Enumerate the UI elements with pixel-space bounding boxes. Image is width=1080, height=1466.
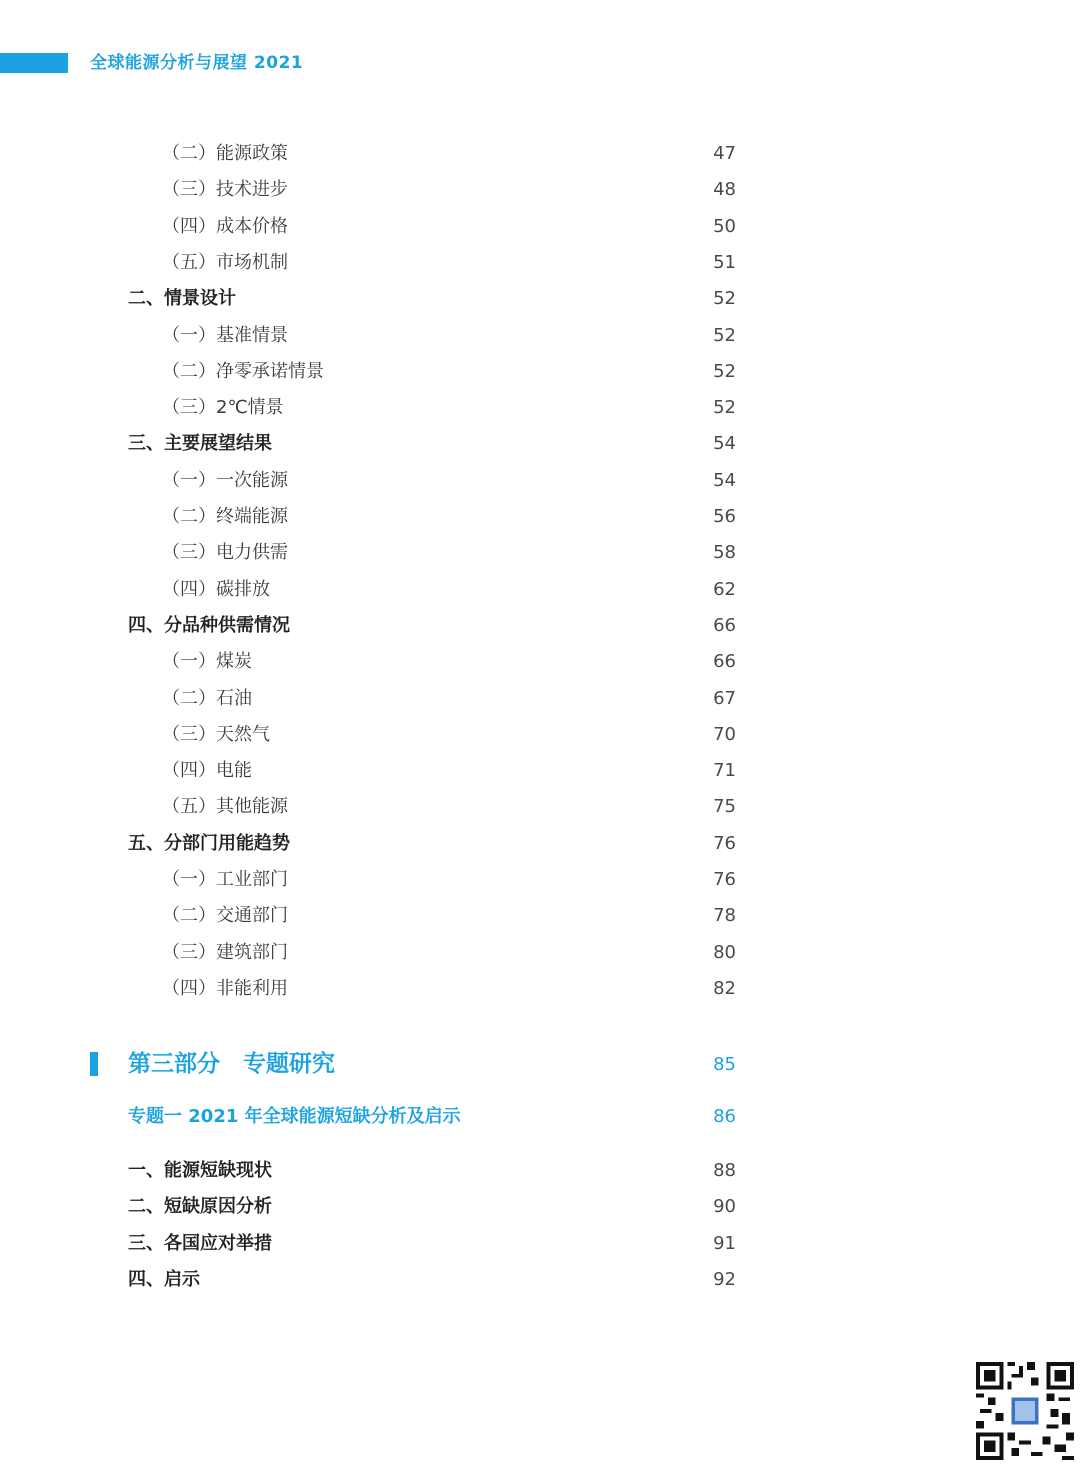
toc-entry-label: （三）技术进步 (162, 179, 288, 201)
toc-entry-page-number: 88 (713, 1160, 736, 1181)
toc-entry[interactable] (0, 865, 1080, 895)
toc-entry-page-number: 52 (713, 324, 736, 346)
toc-entry-label: （二）石油 (162, 687, 252, 709)
toc-entry-page-number: 52 (713, 288, 736, 310)
toc-entry-label: （一）工业部门 (162, 869, 288, 890)
toc-entry-page-number: 91 (713, 1232, 736, 1254)
toc-entry-label: （四）碳排放 (162, 578, 270, 600)
toc-entry-label: （五）市场机制 (162, 251, 288, 273)
qr-code-icon (976, 1362, 1074, 1460)
toc-entry[interactable] (0, 901, 1080, 931)
toc-entry-label: （三）2℃情景 (162, 397, 284, 419)
toc-entry-page-number: 76 (713, 869, 736, 890)
toc-entry-page-number: 71 (713, 760, 736, 782)
toc-entry[interactable] (0, 938, 1080, 968)
toc-entry-label: （三）天然气 (162, 723, 270, 745)
toc-entry[interactable] (0, 466, 1080, 496)
toc-entry[interactable] (0, 974, 1080, 1004)
toc-entry-page-number: 52 (713, 360, 736, 382)
toc-entry[interactable] (0, 684, 1080, 714)
header-accent-bar (0, 53, 68, 73)
toc-entry[interactable] (0, 357, 1080, 387)
toc-entry[interactable] (0, 792, 1080, 822)
toc-entry-label: （五）其他能源 (162, 796, 288, 818)
toc-entry[interactable] (0, 829, 1080, 859)
topic-one-title[interactable]: 专题一 2021 年全球能源短缺分析及启示 (128, 1106, 461, 1127)
toc-entry-label: （二）交通部门 (162, 905, 288, 927)
toc-entry-label: （三）建筑部门 (162, 941, 288, 963)
toc-entry-label: 一、能源短缺现状 (128, 1160, 272, 1181)
toc-entry-label: （二）净零承诺情景 (162, 360, 324, 382)
part-three-title[interactable]: 第三部分 专题研究 (128, 1051, 335, 1077)
toc-entry-page-number: 56 (713, 506, 736, 527)
toc-entry[interactable] (0, 1192, 1080, 1222)
toc-entry-page-number: 66 (713, 614, 736, 636)
toc-entry[interactable] (0, 538, 1080, 568)
toc-entry-page-number: 82 (713, 977, 736, 999)
toc-entry-label: 三、主要展望结果 (128, 433, 272, 455)
toc-entry-page-number: 58 (713, 542, 736, 564)
toc-entry[interactable] (0, 611, 1080, 641)
toc-entry-page-number: 52 (713, 397, 736, 419)
toc-entry[interactable] (0, 393, 1080, 423)
toc-entry-page-number: 76 (713, 832, 736, 854)
toc-entry-page-number: 50 (713, 215, 736, 237)
toc-entry-page-number: 78 (713, 905, 736, 927)
toc-entry[interactable] (0, 139, 1080, 169)
toc-entry[interactable] (0, 502, 1080, 532)
toc-entry-label: 四、分品种供需情况 (128, 614, 290, 636)
toc-entry-page-number: 47 (713, 143, 736, 164)
toc-entry[interactable] (0, 321, 1080, 351)
toc-entry-label: 三、各国应对举措 (128, 1232, 272, 1254)
toc-entry-label: （二）能源政策 (162, 143, 288, 164)
toc-entry-label: 二、短缺原因分析 (128, 1196, 272, 1218)
toc-entry-label: （二）终端能源 (162, 506, 288, 527)
toc-entry[interactable] (0, 429, 1080, 459)
toc-entry-page-number: 62 (713, 578, 736, 600)
toc-entry-page-number: 54 (713, 469, 736, 491)
toc-entry-page-number: 54 (713, 433, 736, 455)
toc-entry-label: （四）非能利用 (162, 977, 288, 999)
toc-entry-label: （一）基准情景 (162, 324, 288, 346)
toc-entry-page-number: 48 (713, 179, 736, 201)
toc-entry-label: （三）电力供需 (162, 542, 288, 564)
part-marker-bar (90, 1052, 98, 1076)
toc-entry[interactable] (0, 212, 1080, 242)
toc-entry[interactable] (0, 1229, 1080, 1259)
toc-entry-page-number: 70 (713, 723, 736, 745)
toc-entry-label: （四）电能 (162, 760, 252, 782)
topic-one-page-number: 86 (713, 1106, 736, 1127)
toc-entry[interactable] (0, 1265, 1080, 1295)
toc-entry-label: 四、启示 (128, 1268, 200, 1290)
toc-entry-page-number: 51 (713, 251, 736, 273)
toc-entry-label: （四）成本价格 (162, 215, 288, 237)
toc-entry-label: 五、分部门用能趋势 (128, 832, 290, 854)
toc-entry[interactable] (0, 720, 1080, 750)
toc-entry-label: 二、情景设计 (128, 288, 236, 310)
toc-entry[interactable] (0, 284, 1080, 314)
toc-entry-page-number: 92 (713, 1268, 736, 1290)
toc-entry[interactable] (0, 756, 1080, 786)
toc-entry-page-number: 75 (713, 796, 736, 818)
toc-entry-page-number: 80 (713, 941, 736, 963)
toc-entry-page-number: 90 (713, 1196, 736, 1218)
toc-entry-label: （一）煤炭 (162, 651, 252, 673)
toc-entry-page-number: 66 (713, 651, 736, 673)
toc-entry[interactable] (0, 1156, 1080, 1186)
toc-entry[interactable] (0, 647, 1080, 677)
part-three-page-number: 85 (713, 1054, 736, 1075)
toc-entry-page-number: 67 (713, 687, 736, 709)
toc-entry[interactable] (0, 248, 1080, 278)
toc-entry[interactable] (0, 575, 1080, 605)
toc-entry[interactable] (0, 175, 1080, 205)
running-header-title: 全球能源分析与展望 2021 (90, 53, 304, 73)
toc-entry-label: （一）一次能源 (162, 469, 288, 491)
